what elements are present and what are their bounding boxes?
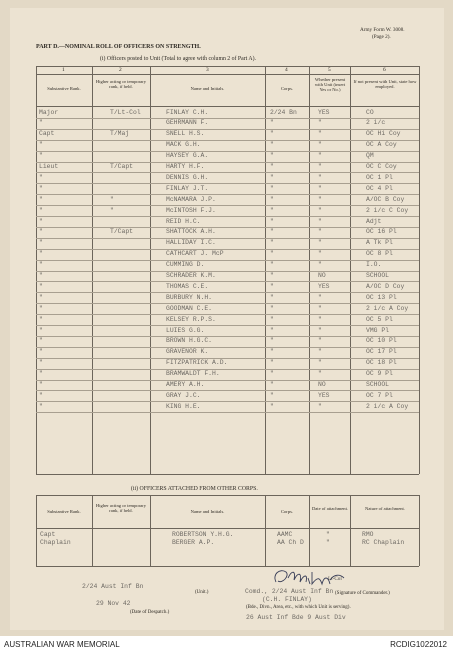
table2-col-line (150, 495, 151, 566)
table-cell-rank: " (39, 293, 43, 301)
table1-number-rule (36, 74, 419, 75)
table-cell-corps: " (270, 348, 274, 356)
table-row-rule (36, 325, 419, 326)
table-cell-present: " (318, 184, 322, 192)
table-cell-present: NO (318, 381, 326, 388)
attached-cell-name: ROBERTSON Y.H.G. (172, 531, 234, 538)
table-row-rule (36, 183, 419, 184)
table-cell-higher: T/Lt-Col (110, 108, 141, 116)
table-cell-rank: Lieut (39, 163, 59, 170)
table-cell-corps: " (270, 391, 274, 399)
table-cell-present: " (318, 348, 322, 356)
table-cell-employed: QM (366, 152, 374, 160)
table-cell-present: " (318, 315, 322, 323)
table-cell-name: HAYSEY G.A. (166, 152, 209, 160)
table-cell-employed: SCHOOL (366, 272, 390, 279)
table-cell-rank: " (39, 391, 43, 399)
table-cell-employed: 2 i/c C Coy (366, 206, 409, 214)
unit-value: 2/24 Aust Inf Bn (82, 583, 144, 590)
col-number: 6 (383, 67, 386, 73)
table-cell-corps: " (270, 272, 274, 279)
table-cell-name: GOODMAN C.E. (166, 304, 213, 312)
attached-cell-date: " (326, 539, 330, 546)
table-cell-rank: " (39, 326, 43, 334)
table-cell-employed: Adjt (366, 217, 382, 225)
table-cell-corps: " (270, 359, 274, 367)
table-cell-present: " (318, 173, 322, 181)
table-cell-name: KELSEY R.P.S. (166, 315, 216, 323)
table-row-rule (36, 260, 419, 261)
table-cell-name: FINLAY C.H. (166, 108, 209, 116)
table-cell-corps: " (270, 402, 274, 410)
table-cell-rank: " (39, 184, 43, 192)
table-cell-employed: OC 5 Pl (366, 315, 393, 323)
table-cell-present: " (318, 141, 322, 149)
bde-value: 26 Aust Inf Bde 9 Aust Div (246, 614, 346, 621)
table-cell-present: YES (318, 282, 330, 290)
table-cell-present: " (318, 119, 322, 127)
table-cell-corps: 2/24 Bn (270, 108, 297, 116)
table-cell-corps: " (270, 326, 274, 334)
table-cell-employed: OC A Coy (366, 141, 397, 149)
table-cell-rank: " (39, 239, 43, 247)
table2-col-line (350, 495, 351, 566)
table-cell-rank: " (39, 359, 43, 367)
table-row-rule (36, 401, 419, 402)
table-cell-present: YES (318, 108, 330, 116)
table-cell-rank: " (39, 282, 43, 290)
table-row-rule (36, 292, 419, 293)
table-cell-rank: " (39, 217, 43, 225)
table-cell-employed: 2 i/c (366, 119, 386, 127)
table-cell-corps: " (270, 239, 274, 247)
table-cell-rank: " (39, 370, 43, 378)
table-cell-higher: " (110, 195, 114, 203)
attached-cell-date: " (326, 531, 330, 538)
t2-header-nature: Nature of attachment. (365, 506, 405, 511)
attached-cell-nature: RC Chaplain (362, 539, 405, 546)
table-cell-employed: 2 i/c A Coy (366, 402, 409, 410)
table-row-rule (36, 303, 419, 304)
table-row-rule (36, 249, 419, 250)
table-cell-employed: OC 7 Pl (366, 391, 393, 399)
table-cell-present: " (318, 304, 322, 312)
t2-header-name-initials: Name and Initials. (190, 509, 225, 514)
section2-title: (ii) OFFICERS ATTACHED FROM OTHER CORPS. (131, 486, 258, 492)
table-cell-name: HARTY H.F. (166, 163, 205, 170)
t2-header-corps: Corps. (280, 509, 294, 514)
t2-header-higher-rank: Higher acting or temporary rank, if held. (95, 503, 147, 514)
table-cell-name: McNAMARA J.P. (166, 195, 216, 203)
table-cell-name: FINLAY J.T. (166, 184, 209, 192)
table-row-rule (36, 216, 419, 217)
table-cell-corps: " (270, 217, 274, 225)
table-cell-present: " (318, 163, 322, 170)
table-cell-corps: " (270, 141, 274, 149)
table-cell-rank: Major (39, 108, 59, 116)
table-cell-name: BURBURY N.H. (166, 293, 213, 301)
table-cell-corps: " (270, 206, 274, 214)
table-cell-corps: " (270, 337, 274, 345)
header-corps: Corps. (280, 86, 294, 91)
t2-header-date: Date of attachment. (311, 506, 349, 511)
table-cell-name: LUIES G.G. (166, 326, 205, 334)
form-number: Army Form W. 3008. (360, 27, 405, 33)
col-number: 5 (328, 67, 331, 73)
table-cell-present: " (318, 130, 322, 138)
signature-label: (Signature of Commander.) (335, 591, 390, 596)
table-cell-corps: " (270, 228, 274, 236)
table-cell-higher: T/Maj (110, 130, 130, 138)
table-cell-rank: " (39, 402, 43, 410)
table-row-rule (36, 336, 419, 337)
table-cell-present: " (318, 326, 322, 334)
table-cell-name: GEHRMANN F. (166, 119, 209, 127)
table-cell-employed: CO (366, 108, 374, 116)
table-row-rule (36, 238, 419, 239)
table2-col-line (309, 495, 310, 566)
table-cell-employed: OC 9 Pl (366, 370, 393, 378)
table-cell-name: AMERY A.H. (166, 381, 205, 388)
table-cell-present: " (318, 206, 322, 214)
table1-bottom-rule (36, 474, 419, 475)
section1-title: (i) Officers posted to Unit (Total to agree with column 2 of Part A). (100, 56, 256, 62)
table-cell-corps: " (270, 370, 274, 378)
table-cell-higher: T/Capt (110, 163, 134, 170)
header-employed: If not present with Unit, state how employed. (353, 79, 417, 90)
table-cell-employed: I.O. (366, 261, 382, 269)
table-cell-rank: " (39, 250, 43, 258)
table-cell-corps: " (270, 381, 274, 388)
table-cell-present: " (318, 217, 322, 225)
table-cell-rank: " (39, 272, 43, 279)
table-cell-employed: A/OC B Coy (366, 195, 405, 203)
attached-cell-nature: RMO (362, 531, 374, 538)
table-cell-name: MACK G.H. (166, 141, 201, 149)
table-cell-name: GRAY J.C. (166, 391, 201, 399)
table-row-rule (36, 314, 419, 315)
col-number: 4 (285, 67, 288, 73)
table-cell-rank: " (39, 195, 43, 203)
header-name-initials: Name and Initials. (190, 86, 225, 91)
table-cell-rank: Capt (39, 130, 55, 138)
table-cell-corps: " (270, 195, 274, 203)
table-row-rule (36, 390, 419, 391)
table-row-rule (36, 129, 419, 130)
table-cell-rank: " (39, 152, 43, 160)
table-cell-name: McINTOSH F.J. (166, 206, 216, 214)
table-row-rule (36, 205, 419, 206)
watermark-right: RCDIG1022012 (390, 640, 447, 649)
attached-cell-rank: Chaplain (40, 539, 71, 546)
table-cell-employed: OC 10 Pl (366, 337, 397, 345)
table-cell-employed: OC 17 Pl (366, 348, 397, 356)
table-cell-corps: " (270, 163, 274, 170)
table-cell-employed: OC 16 Pl (366, 228, 397, 236)
table-cell-present: " (318, 152, 322, 160)
col-number: 3 (206, 67, 209, 73)
table-cell-employed: OC Hi Coy (366, 130, 401, 138)
table-row-rule (36, 369, 419, 370)
attached-cell-name: BERGER A.P. (172, 539, 215, 546)
table-cell-corps: " (270, 130, 274, 138)
header-present: Whether present with Unit (insert Yes or No.) (314, 77, 346, 93)
table-cell-name: CUMMING D. (166, 261, 205, 269)
page-label: (Page 2). (372, 34, 391, 40)
table-cell-employed: A/OC D Coy (366, 282, 405, 290)
table-cell-present: " (318, 195, 322, 203)
table-row-rule (36, 162, 419, 163)
table-cell-present: " (318, 228, 322, 236)
attached-cell-corps: AA Ch D (277, 539, 304, 546)
table-cell-employed: OC 13 Pl (366, 293, 397, 301)
table-cell-employed: OC 8 Pl (366, 250, 393, 258)
table-row-rule (36, 194, 419, 195)
table-cell-employed: SCHOOL (366, 381, 390, 388)
table-cell-present: NO (318, 272, 326, 279)
table-cell-name: GRAVENOR K. (166, 348, 209, 356)
table-row-rule (36, 227, 419, 228)
bde-label: (Bde., Divn., Area, etc., with which Unit is serving). (246, 605, 351, 610)
header-substantive-rank: Substantive Rank. (47, 86, 81, 91)
table-cell-present: " (318, 370, 322, 378)
attached-cell-corps: AAMC (277, 531, 293, 538)
table2-header-rule (36, 528, 419, 529)
table-cell-present: " (318, 402, 322, 410)
table-cell-present: " (318, 293, 322, 301)
table-row-rule (36, 358, 419, 359)
table-row-rule (36, 380, 419, 381)
table2-col-line (419, 495, 420, 566)
table-cell-employed: A Tk Pl (366, 239, 393, 247)
table-cell-rank: " (39, 381, 43, 388)
table-cell-rank: " (39, 173, 43, 181)
watermark-left: AUSTRALIAN WAR MEMORIAL (4, 640, 120, 649)
table-cell-present: " (318, 359, 322, 367)
table-cell-rank: " (39, 348, 43, 356)
table-cell-employed: VMG Pl (366, 326, 390, 334)
table-cell-corps: " (270, 315, 274, 323)
table-cell-rank: " (39, 119, 43, 127)
table-cell-employed: OC 18 Pl (366, 359, 397, 367)
table-cell-name: BROWN H.G.C. (166, 337, 213, 345)
table-row-rule (36, 140, 419, 141)
table-cell-corps: " (270, 304, 274, 312)
table-cell-name: SCHRADER K.M. (166, 272, 216, 279)
t2-header-substantive-rank: Substantive Rank. (47, 509, 81, 514)
table-cell-corps: " (270, 282, 274, 290)
table1-header-rule (36, 106, 419, 107)
watermark-bar (0, 636, 453, 654)
header-higher-rank: Higher acting or temporary rank, if held. (95, 79, 147, 90)
comd-value: Comd., 2/24 Aust Inf Bn (245, 588, 334, 595)
table-cell-employed: OC C Coy (366, 163, 397, 170)
table-cell-name: THOMAS C.E. (166, 282, 209, 290)
table-cell-name: FITZPATRICK A.D. (166, 359, 228, 367)
table-cell-name: HALLIDAY I.C. (166, 239, 216, 247)
table-cell-rank: " (39, 261, 43, 269)
table2-top-rule (36, 495, 419, 496)
table-row-rule (36, 271, 419, 272)
table-cell-corps: " (270, 119, 274, 127)
table-row-rule (36, 118, 419, 119)
table-cell-corps: " (270, 152, 274, 160)
table-cell-present: " (318, 250, 322, 258)
unit-label: (Unit.) (195, 590, 209, 595)
table-row-rule (36, 412, 419, 413)
table2-col-line (36, 495, 37, 566)
table-cell-corps: " (270, 261, 274, 269)
table-cell-rank: " (39, 304, 43, 312)
signature-sub: (C.H. FINLAY) (262, 596, 312, 603)
signature-rank: Lt-Col (328, 576, 342, 582)
table-cell-name: SNELL H.S. (166, 130, 205, 138)
table-cell-rank: " (39, 315, 43, 323)
table-cell-employed: OC 1 Pl (366, 173, 393, 181)
table-cell-name: KING H.E. (166, 402, 201, 410)
table-cell-employed: 2 i/c A Coy (366, 304, 409, 312)
table-cell-present: " (318, 261, 322, 269)
table-cell-present: " (318, 239, 322, 247)
table-cell-rank: " (39, 141, 43, 149)
attached-cell-rank: Capt (40, 531, 56, 538)
table-row-rule (36, 347, 419, 348)
table-row-rule (36, 172, 419, 173)
table-cell-present: YES (318, 391, 330, 399)
table-cell-rank: " (39, 228, 43, 236)
table1-top-rule (36, 66, 419, 67)
table-cell-higher: " (110, 206, 114, 214)
col-number: 2 (119, 67, 122, 73)
table1-col-line (419, 66, 420, 474)
table-cell-higher: T/Capt (110, 228, 134, 236)
table-row-rule (36, 151, 419, 152)
table-cell-rank: " (39, 206, 43, 214)
part-title: PART D.—NOMINAL ROLL OF OFFICERS ON STRENGTH. (36, 44, 201, 50)
table-cell-corps: " (270, 293, 274, 301)
table-cell-present: " (318, 337, 322, 345)
table-cell-corps: " (270, 173, 274, 181)
table-cell-name: BRAMWALDT F.H. (166, 370, 220, 378)
table-cell-name: CATHCART J. McP (166, 250, 224, 258)
col-number: 1 (62, 67, 65, 73)
table-cell-rank: " (39, 337, 43, 345)
despatch-label: (Date of Despatch.) (130, 610, 170, 615)
table-cell-corps: " (270, 184, 274, 192)
table2-col-line (265, 495, 266, 566)
table-cell-name: DENNIS G.H. (166, 173, 209, 181)
table-cell-name: REID H.C. (166, 217, 201, 225)
table-cell-name: SHATTOCK A.H. (166, 228, 216, 236)
table2-bottom-rule (36, 566, 419, 567)
table-cell-employed: OC 4 Pl (366, 184, 393, 192)
despatch-value: 29 Nov 42 (96, 600, 131, 607)
table-row-rule (36, 281, 419, 282)
table-cell-corps: " (270, 250, 274, 258)
